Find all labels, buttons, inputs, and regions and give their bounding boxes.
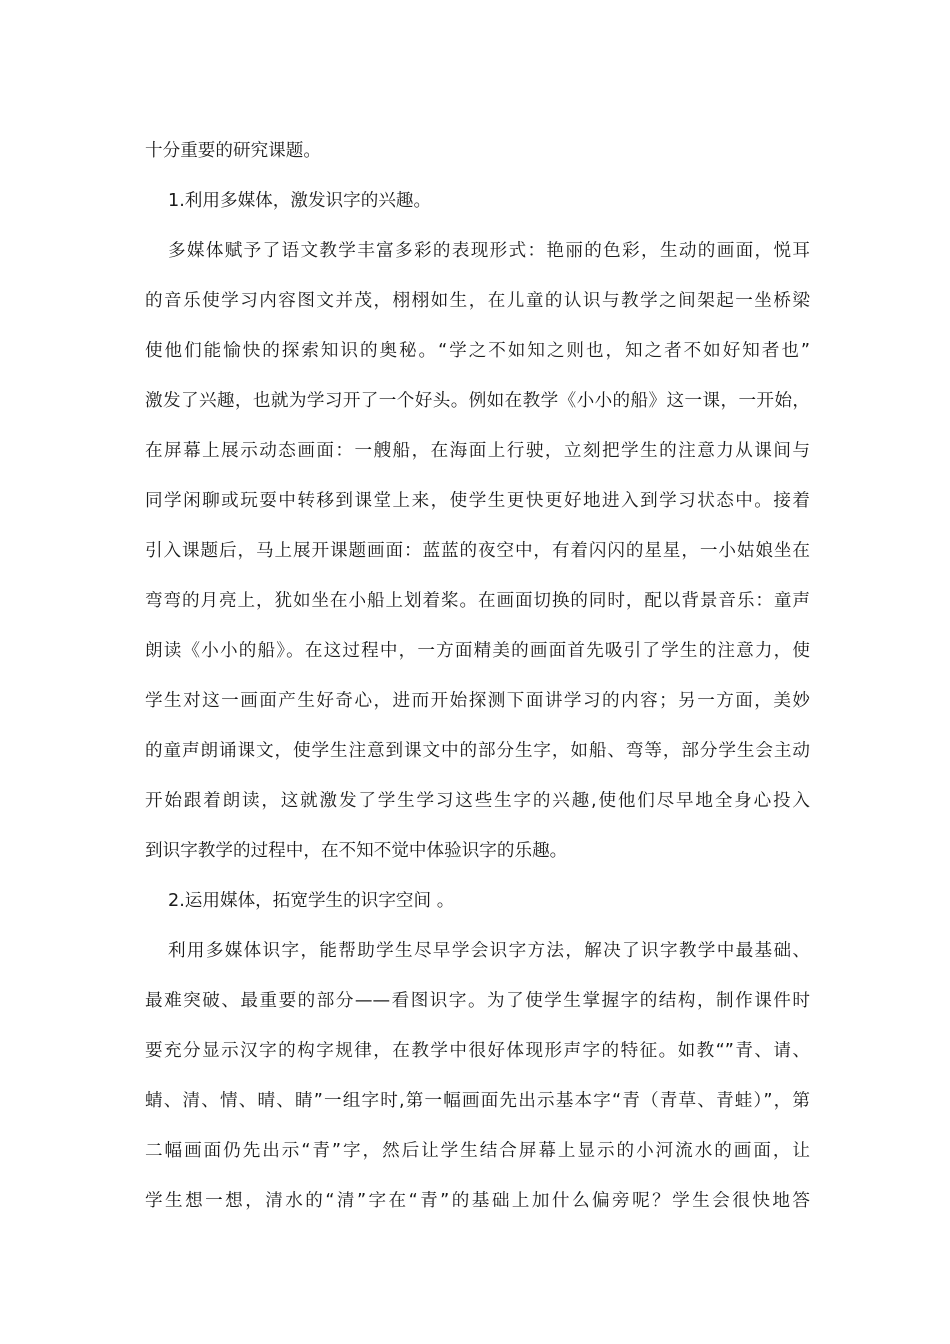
paragraph-line: 引入课题后，马上展开课题画面：蓝蓝的夜空中，有着闪闪的星星，一小姑娘坐在 (145, 541, 810, 561)
paragraph-line: 十分重要的研究课题。 (145, 141, 321, 161)
paragraph-line: 朗读《小小的船》。在这过程中，一方面精美的画面首先吸引了学生的注意力，使 (145, 641, 810, 661)
paragraph-line: 二幅画面仍先出示“青”字，然后让学生结合屏幕上显示的小河流水的画面，让 (145, 1141, 810, 1161)
paragraph-line: 弯弯的月亮上，犹如坐在小船上划着桨。在画面切换的同时，配以背景音乐：童声 (145, 591, 810, 611)
section-heading-2: 2.运用媒体，拓宽学生的识字空间 。 (168, 891, 455, 911)
section-heading-1: 1.利用多媒体，激发识字的兴趣。 (168, 191, 432, 211)
paragraph-line: 利用多媒体识字，能帮助学生尽早学会识字方法，解决了识字教学中最基础、 (168, 941, 810, 961)
paragraph-line: 的童声朗诵课文，使学生注意到课文中的部分生字，如船、弯等，部分学生会主动 (145, 741, 810, 761)
paragraph-line: 学生想一想，清水的“清”字在“青”的基础上加什么偏旁呢？学生会很快地答 (145, 1191, 810, 1211)
paragraph-line: 学生对这一画面产生好奇心，进而开始探测下面讲学习的内容；另一方面，美妙 (145, 691, 810, 711)
paragraph-line: 到识字教学的过程中，在不知不觉中体验识字的乐趣。 (145, 841, 568, 861)
paragraph-line: 开始跟着朗读，这就激发了学生学习这些生字的兴趣,使他们尽早地全身心投入 (145, 791, 810, 811)
paragraph-line: 的音乐使学习内容图文并茂，栩栩如生，在儿童的认识与教学之间架起一坐桥梁 (145, 291, 810, 311)
paragraph-line: 在屏幕上展示动态画面：一艘船，在海面上行驶，立刻把学生的注意力从课间与 (145, 441, 810, 461)
paragraph-line: 使他们能愉快的探索知识的奥秘。“学之不如知之则也，知之者不如好知者也” (145, 341, 810, 361)
paragraph-line: 蜻、清、情、晴、睛”一组字时,第一幅画面先出示基本字“青（青草、青蛙）”，第 (145, 1091, 810, 1111)
paragraph-line: 最难突破、最重要的部分——看图识字。为了使学生掌握字的结构，制作课件时 (145, 991, 810, 1011)
paragraph-line: 同学闲聊或玩耍中转移到课堂上来，使学生更快更好地进入到学习状态中。接着 (145, 491, 810, 511)
paragraph-line: 要充分显示汉字的构字规律，在教学中很好体现形声字的特征。如教“”青、请、 (145, 1041, 810, 1061)
paragraph-line: 激发了兴趣，也就为学习开了一个好头。例如在教学《小小的船》这一课，一开始， (145, 391, 810, 411)
paragraph-line: 多媒体赋予了语文教学丰富多彩的表现形式：艳丽的色彩，生动的画面，悦耳 (168, 241, 810, 261)
